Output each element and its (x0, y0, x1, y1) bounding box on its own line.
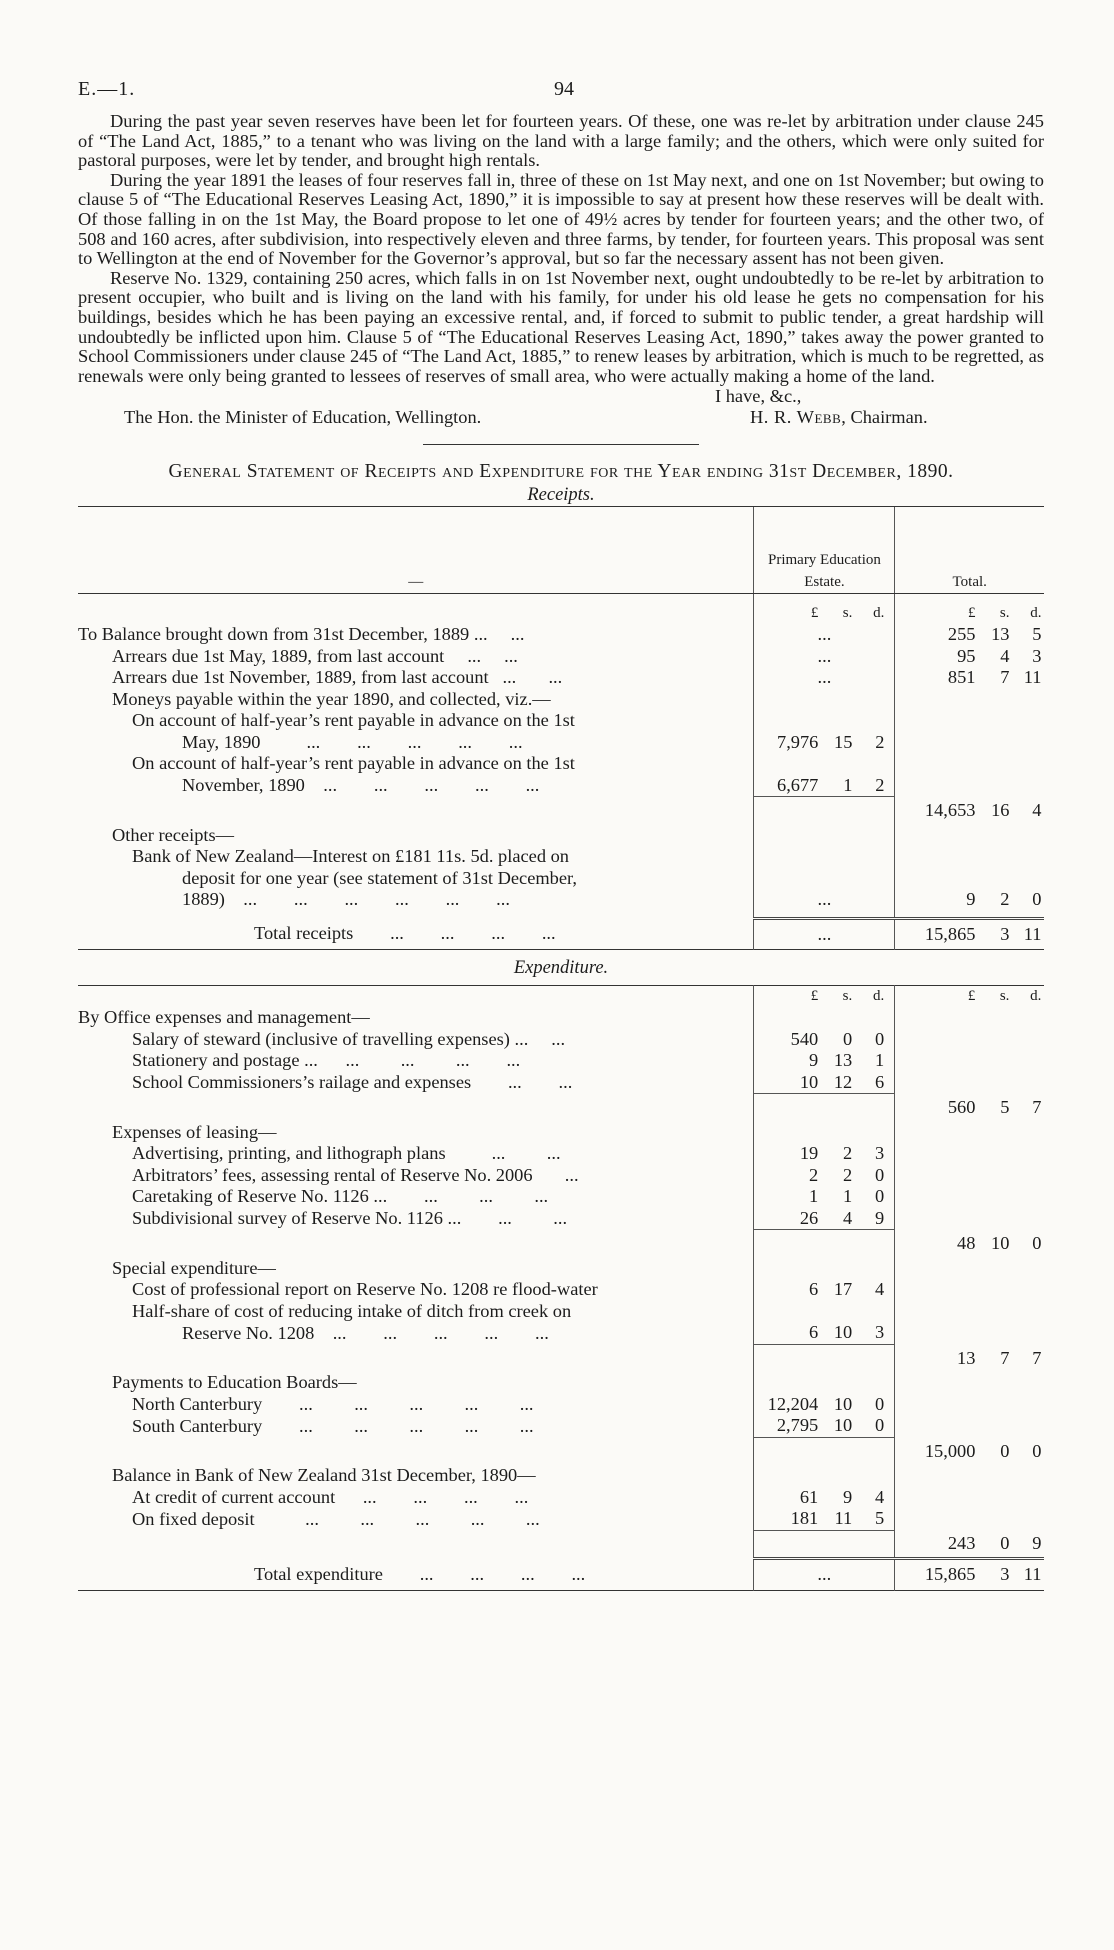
row-label: North Canterbury (132, 1393, 263, 1414)
amount-shillings: 10 (833, 1415, 853, 1436)
amount-pounds: 10 (799, 1071, 819, 1092)
amount-pounds: 15,865 (924, 1564, 976, 1585)
unit-pounds: £ (967, 987, 976, 1004)
table-row: Arrears due 1st November, 1889, from last account ... ... ... 851 7 11 (78, 667, 1044, 689)
amount-pence: 0 (875, 1393, 885, 1414)
table-row (78, 1122, 1044, 1144)
col-header-primary: Primary Education Estate. (754, 507, 895, 594)
row-label: On fixed deposit (132, 1508, 255, 1529)
unit-pence: d. (873, 604, 885, 621)
row-label: November, 1890 (182, 775, 305, 796)
amount-shillings: 2 (843, 1143, 853, 1164)
table-row: South Canterbury ... ... ... ... ... 2,795 10 0 (78, 1415, 1044, 1437)
empty-cell: ... (754, 919, 895, 950)
amount-shillings: 7 (1000, 1347, 1010, 1368)
page-number: 94 (554, 78, 574, 100)
amount-pounds: 48 (957, 1233, 976, 1254)
table-row: On fixed deposit ... ... ... ... ... 181 11 5 (78, 1508, 1044, 1530)
amount-shillings: 16 (991, 800, 1010, 821)
empty-cell: ... (754, 624, 895, 646)
amount-pence: 0 (875, 1028, 885, 1049)
amount-shillings: 3 (1000, 923, 1010, 944)
row-label: To Balance brought down from 31st December, 1889 (78, 624, 470, 645)
amount-pounds: 26 (799, 1207, 819, 1228)
row-label: Advertising, printing, and lithograph plans (132, 1143, 446, 1164)
subtotal-row (78, 1437, 1044, 1451)
row-label: Caretaking of Reserve No. 1126 ... (132, 1186, 388, 1207)
units-row (78, 985, 1044, 1007)
total-label: Total receipts (254, 923, 354, 944)
row-label: Arrears due 1st May, 1889, from last account (112, 645, 445, 666)
addressee: The Hon. the Minister of Education, Wellington. (124, 407, 482, 428)
amount-shillings: 10 (833, 1322, 853, 1343)
row-label: Balance in Bank of New Zealand 31st December, 1890— (112, 1465, 536, 1486)
empty-cell: ... (754, 889, 895, 911)
expenditure-table (78, 985, 1044, 1592)
table-row (78, 753, 1044, 775)
table-row (78, 868, 1044, 890)
amount-pence: 4 (875, 1279, 885, 1300)
amount-shillings: 13 (833, 1050, 853, 1071)
amount-pence: 3 (875, 1322, 885, 1343)
row-label: Bank of New Zealand—Interest on £181 11s. 5d. placed on (132, 846, 570, 867)
amount-pounds: 13 (957, 1347, 976, 1368)
table-row (78, 825, 1044, 847)
subtotal-row (78, 1344, 1044, 1358)
total-expenditure-row: Total expenditure ... ... ... ... ... 15,865 3 11 (78, 1558, 1044, 1591)
empty-cell: ... (754, 1558, 895, 1591)
amount-pence: 3 (875, 1143, 885, 1164)
table-row: At credit of current account ... ... ... ... 61 9 4 (78, 1487, 1044, 1509)
amount-pence: 0 (1032, 889, 1042, 910)
amount-shillings: 2 (843, 1164, 853, 1185)
amount-pence: 11 (1023, 923, 1042, 944)
row-label: Stationery and postage ... (132, 1050, 318, 1071)
amount-shillings: 0 (843, 1028, 853, 1049)
amount-shillings: 4 (1000, 645, 1010, 666)
paragraph-2: During the year 1891 the leases of four reserves fall in, three of these on 1st May next, and one on 1st November; but owing to clause 5 of “The Educational Reserves Leasing Act, 1890,” it is impossible to say at present how these reserves will be dealt with. Of those falling in on the 1st May, the Board propose to let one of 49½ acres by tender for fourteen years; and the other two, of 508 and 160 acres, after subdivision, into respectively eleven and three farms, by tender, for fourteen years. This proposal was sent to Wellington at the end of November for the Governor’s approval, but so far the necessary assent has not been given. (78, 169, 1044, 269)
row-label: Special expenditure— (112, 1257, 276, 1278)
amount-pence: 3 (1032, 645, 1042, 666)
unit-pounds: £ (810, 987, 819, 1004)
amount-pounds: 255 (947, 624, 976, 645)
amount-shillings: 10 (833, 1393, 853, 1414)
amount-shillings: 11 (834, 1508, 853, 1529)
row-label: On account of half-year’s rent payable in advance on the 1st (132, 710, 575, 731)
amount-shillings: 7 (1000, 667, 1010, 688)
empty-cell: ... (754, 646, 895, 668)
table-row (78, 1007, 1044, 1029)
amount-pounds: 560 (947, 1097, 976, 1118)
amount-pounds: 181 (790, 1508, 819, 1529)
amount-pounds: 12,204 (767, 1393, 819, 1414)
row-label: Subdivisional survey of Reserve No. 1126 ... (132, 1208, 462, 1229)
row-label: Reserve No. 1208 (182, 1322, 315, 1343)
amount-pence: 4 (875, 1486, 885, 1507)
amount-pence: 7 (1032, 1097, 1042, 1118)
row-label: On account of half-year’s rent payable in advance on the 1st (132, 753, 575, 774)
row-label: 1889) (182, 889, 225, 910)
table-row: 1889) ... ... ... ... ... ... ... 9 2 0 (78, 889, 1044, 911)
table-row: Caretaking of Reserve No. 1126 ... ... ... ... 1 1 0 (78, 1186, 1044, 1208)
table-row: Subdivisional survey of Reserve No. 1126 ... ... ... 26 4 9 (78, 1208, 1044, 1230)
table-row: Arbitrators’ fees, assessing rental of Reserve No. 2006 ... 2 2 0 (78, 1165, 1044, 1187)
amount-pounds: 1 (809, 1186, 819, 1207)
unit-pence: d. (1030, 987, 1042, 1004)
unit-shillings: s. (999, 604, 1010, 621)
table-row (78, 846, 1044, 868)
row-label: South Canterbury (132, 1415, 263, 1436)
amount-pounds: 851 (947, 667, 976, 688)
amount-pounds: 61 (799, 1486, 819, 1507)
row-label: May, 1890 (182, 731, 261, 752)
amount-pence: 2 (875, 731, 885, 752)
statement-title-text: General Statement of Receipts and Expenditure for the Year ending 31st December, 1890. (168, 461, 954, 483)
unit-pence: d. (872, 987, 885, 1004)
document-page (78, 72, 1044, 1591)
statement-title (78, 461, 1044, 483)
amount-pounds: 7,976 (777, 731, 819, 752)
signer-title: , Chairman. (841, 407, 928, 428)
amount-shillings: 17 (833, 1279, 853, 1300)
table-row: Arrears due 1st May, 1889, from last account ... ... ... 95 4 3 (78, 646, 1044, 668)
col-header-description: — (78, 507, 754, 594)
row-label: Expenses of leasing— (112, 1121, 277, 1142)
page-header (78, 72, 1044, 108)
total-label: Total expenditure (254, 1563, 383, 1584)
table-row: Reserve No. 1208 ... ... ... ... ... 6 10 3 (78, 1322, 1044, 1344)
amount-shillings: 0 (1000, 1532, 1010, 1553)
unit-shillings: s. (842, 987, 853, 1004)
subtotal-row (78, 1230, 1044, 1244)
table-row (78, 1465, 1044, 1487)
table-row: Advertising, printing, and lithograph plans ... ... 19 2 3 (78, 1143, 1044, 1165)
amount-pounds: 6 (809, 1279, 819, 1300)
amount-pence: 0 (1032, 1233, 1042, 1254)
signer-name: H. R. Webb (750, 407, 842, 428)
amount-pounds: 2 (809, 1164, 819, 1185)
table-row (78, 710, 1044, 732)
parliamentary-paper-ref: E.—1. (78, 78, 136, 100)
amount-pence: 4 (1032, 800, 1042, 821)
row-label: Moneys payable within the year 1890, and collected, viz.— (112, 688, 551, 709)
amount-pence: 5 (875, 1508, 885, 1529)
table-row (78, 1372, 1044, 1394)
amount-shillings: 2 (1000, 889, 1010, 910)
row-label: At credit of current account (132, 1486, 336, 1507)
amount-pence: 0 (1032, 1440, 1042, 1461)
subtotal-row (78, 1094, 1044, 1108)
amount-pounds: 540 (790, 1028, 819, 1049)
table-row: Salary of steward (inclusive of travelling expenses) ... ... 540 0 0 (78, 1029, 1044, 1051)
amount-pounds: 14,653 (924, 800, 976, 821)
unit-shillings: s. (842, 604, 853, 621)
amount-pounds: 15,000 (924, 1440, 976, 1461)
letter-body (78, 112, 1044, 386)
amount-pounds: 95 (957, 645, 976, 666)
amount-pence: 11 (1023, 667, 1042, 688)
closing: I have, &c., (715, 386, 802, 407)
amount-shillings: 9 (843, 1486, 853, 1507)
table-row: November, 1890 ... ... ... ... ... 6,677 1 2 (78, 775, 1044, 797)
row-label: deposit for one year (see statement of 31st December, (182, 867, 578, 888)
row-label: School Commissioners’s railage and expenses (132, 1072, 472, 1093)
amount-pence: 9 (875, 1207, 885, 1228)
signature (750, 407, 928, 428)
receipts-heading: Receipts. (527, 485, 595, 506)
row-label: Half-share of cost of reducing intake of ditch from creek on (132, 1300, 572, 1321)
units-row (78, 594, 1044, 625)
subtotal-row (78, 797, 1044, 811)
unit-pounds: £ (810, 604, 819, 621)
amount-shillings: 15 (834, 731, 853, 752)
amount-pounds: 19 (799, 1143, 819, 1164)
expenditure-heading: Expenditure. (513, 957, 609, 978)
amount-pounds: 6,677 (777, 774, 819, 795)
col-header-total: Total. (895, 507, 1044, 594)
row-label: By Office expenses and management— (78, 1007, 370, 1028)
receipts-table (78, 506, 1044, 950)
amount-pounds: 15,865 (924, 923, 976, 944)
amount-shillings: 13 (991, 624, 1010, 645)
amount-shillings: 3 (1000, 1564, 1010, 1585)
row-label: Salary of steward (inclusive of travelling expenses) ... (132, 1028, 529, 1049)
amount-pounds: 243 (947, 1532, 976, 1553)
row-label: Other receipts— (112, 824, 235, 845)
unit-shillings: s. (999, 987, 1010, 1004)
amount-pounds: 9 (809, 1050, 819, 1071)
amount-shillings: 12 (833, 1071, 853, 1092)
amount-pence: 6 (875, 1071, 885, 1092)
amount-pence: 2 (875, 774, 885, 795)
row-label: Arbitrators’ fees, assessing rental of Reserve No. 2006 (132, 1164, 533, 1185)
row-label: Arrears due 1st November, 1889, from last account (112, 667, 489, 688)
amount-pounds: 9 (966, 889, 976, 910)
amount-shillings: 1 (843, 774, 853, 795)
table-row: To Balance brought down from 31st December, 1889 ... ... ... 255 13 5 (78, 624, 1044, 646)
amount-pence: 9 (1032, 1532, 1042, 1553)
empty-cell: ... (754, 667, 895, 689)
amount-pounds: 2,795 (776, 1415, 819, 1436)
paragraph-1: During the past year seven reserves have been let for fourteen years. Of these, one was re-let by arbitration under clause 245 of “The Land Act, 1885,” to a tenant who was living on the land with a large family; and the others, which were only suited for pastoral purposes, were let by tender, and brought high rentals. (78, 111, 1044, 171)
amount-pence: 0 (875, 1415, 885, 1436)
amount-shillings: 0 (1000, 1440, 1010, 1461)
amount-shillings: 1 (843, 1186, 853, 1207)
amount-pence: 1 (875, 1050, 885, 1071)
amount-pence: 7 (1032, 1347, 1042, 1368)
section-divider (423, 444, 699, 445)
receipts-header-row (78, 507, 1044, 594)
amount-shillings: 10 (991, 1233, 1010, 1254)
table-row: School Commissioners’s railage and expenses ... ... 10 12 6 (78, 1072, 1044, 1094)
table-row: North Canterbury ... ... ... ... ... 12,204 10 0 (78, 1394, 1044, 1416)
amount-pence: 5 (1032, 624, 1042, 645)
amount-pence: 0 (875, 1164, 885, 1185)
subtotal-row (78, 1530, 1044, 1544)
table-row (78, 1301, 1044, 1323)
unit-pounds: £ (967, 604, 976, 621)
amount-shillings: 5 (1000, 1097, 1010, 1118)
row-label: Cost of professional report on Reserve No. 1208 re flood-water (132, 1279, 598, 1300)
total-receipts-row: Total receipts ... ... ... ... ... 15,865 3 11 (78, 919, 1044, 950)
table-row (78, 1258, 1044, 1280)
table-row (78, 689, 1044, 711)
amount-shillings: 4 (843, 1207, 853, 1228)
amount-pence: 11 (1023, 1564, 1042, 1585)
table-row: May, 1890 ... ... ... ... ... 7,976 15 2 (78, 732, 1044, 754)
row-label: Payments to Education Boards— (112, 1372, 357, 1393)
paragraph-3: Reserve No. 1329, containing 250 acres, which falls in on 1st November next, ought undoubtedly to be re-let by arbitration to present occupier, who built and is living on the land with his family, for under his old lease he gets no compensation for his buildings, besides which he has been paying an excessive rental, and, if forced to submit to public tender, a great hardship will undoubtedly be inflicted upon him. Clause 5 of “The Educational Reserves Leasing Act, 1890,” takes away the power granted to School Commissioners under clause 245 of “The Land Act, 1885,” to renew leases by arbitration, which is much to be regretted, as renewals were only being granted to lessees of reserves of small area, who were actually making a home of the land. (78, 267, 1044, 386)
table-row (78, 1279, 1044, 1301)
table-row: Stationery and postage ... ... ... ... ... 9 13 1 (78, 1050, 1044, 1072)
unit-pence: d. (1030, 604, 1042, 621)
amount-pounds: 6 (809, 1322, 819, 1343)
amount-pence: 0 (875, 1186, 885, 1207)
letter-signoff (78, 386, 1044, 428)
